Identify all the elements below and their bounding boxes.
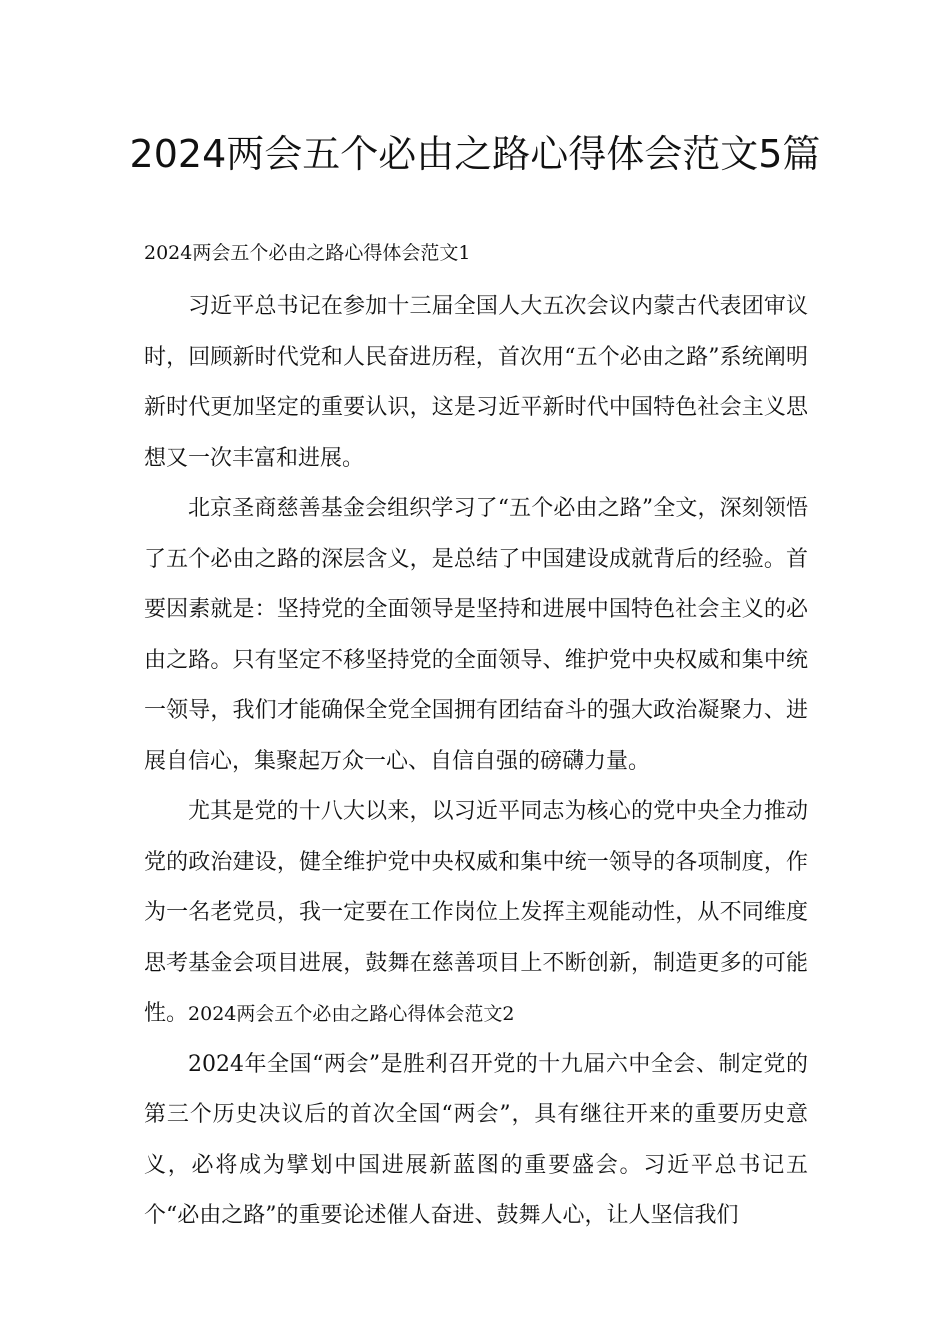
paragraph-4 — [144, 1040, 808, 1242]
section-heading-2: 2024两会五个必由之路心得体会范文2 — [188, 1003, 515, 1025]
paragraph-3-text: 尤其是党的十八大以来，以习近平同志为核心的党中央全力推动党的政治建设，健全维护党中央权威和集中统一领导的各项制度，作为一名老党员，我一定要在工作岗位上发挥主观能动性，从不同维度思考基金会项目进展，鼓舞在慈善项目上不断创新，制造更多的可能性。 — [144, 799, 808, 1026]
document-body — [144, 282, 808, 1242]
document-title: 2024两会五个必由之路心得体会范文5篇 — [129, 132, 821, 176]
paragraph-2-text: 北京圣商慈善基金会组织学习了“五个必由之路”全文，深刻领悟了五个必由之路的深层含义，是总结了中国建设成就背后的经验。首要因素就是：坚持党的全面领导是坚持和进展中国特色社会主义的必由之路。只有坚定不移坚持党的全面领导、维护党中央权威和集中统一领导，我们才能确保全党全国拥有团结奋斗的强大政治凝聚力、进展自信心，集聚起万众一心、自信自强的磅礴力量。 — [144, 496, 808, 774]
paragraph-1-text: 习近平总书记在参加十三届全国人大五次会议内蒙古代表团审议时，回顾新时代党和人民奋进历程，首次用“五个必由之路”系统阐明新时代更加坚定的重要认识，这是习近平新时代中国特色社会主义思想又一次丰富和进展。 — [144, 294, 808, 471]
paragraph-1 — [144, 282, 808, 484]
paragraph-3 — [144, 787, 808, 1040]
section-heading-1: 2024两会五个必由之路心得体会范文1 — [144, 242, 471, 264]
paragraph-4-text: 2024年全国“两会”是胜利召开党的十九届六中全会、制定党的第三个历史决议后的首次全国“两会”，具有继往开来的重要历史意义，必将成为擘划中国进展新蓝图的重要盛会。习近平总书记五个“必由之路”的重要论述催人奋进、鼓舞人心，让人坚信我们 — [144, 1051, 808, 1228]
paragraph-2 — [144, 484, 808, 787]
